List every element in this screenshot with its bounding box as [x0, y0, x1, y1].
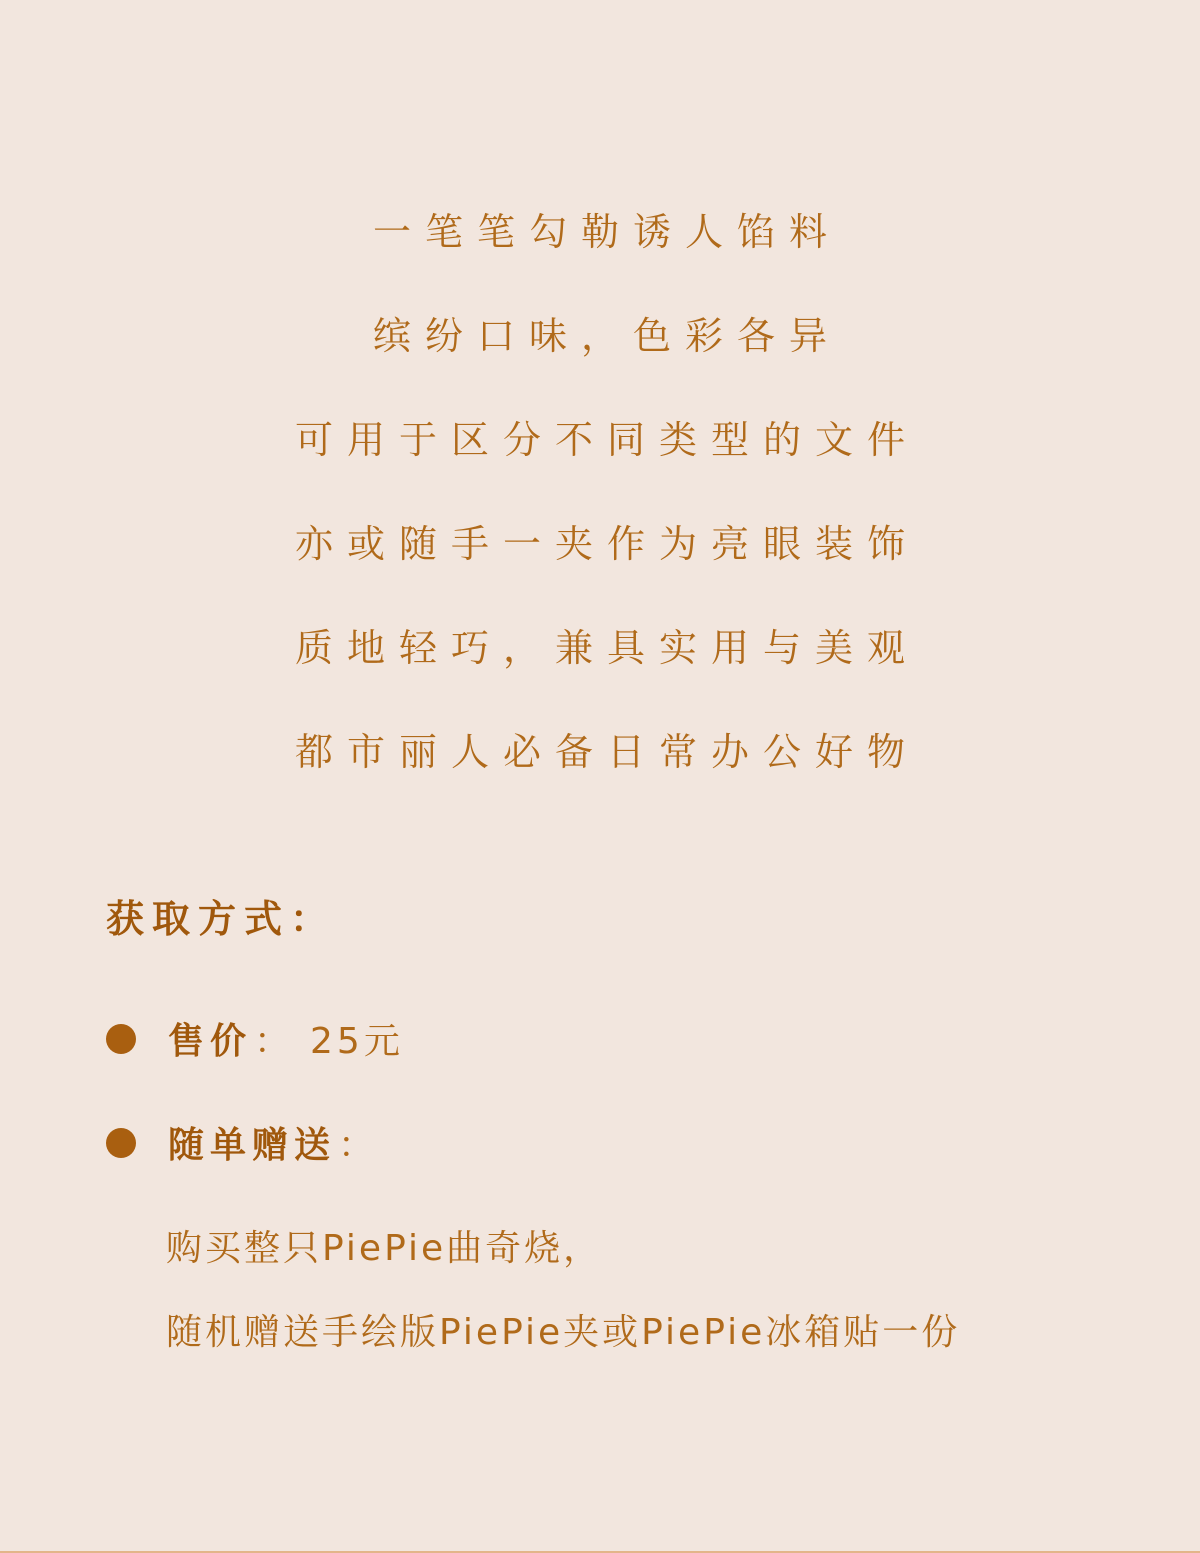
bullet-dot-icon — [106, 1128, 136, 1158]
poem-line-6: 都市丽人必备日常办公好物 — [294, 730, 919, 774]
price-colon: ： — [254, 1021, 291, 1062]
purchase-method-title: 获取方式： — [106, 897, 337, 941]
price-value: 25元 — [310, 1021, 404, 1062]
poem-block — [0, 180, 1200, 804]
bullet-dot-icon — [106, 1024, 136, 1054]
poem-line-4: 亦或随手一夹作为亮眼装饰 — [294, 522, 919, 566]
poem-line-3: 可用于区分不同类型的文件 — [294, 418, 919, 462]
poem-line-2: 缤纷口味，色彩各异 — [372, 314, 841, 358]
gift-detail-line-1: 购买整只PiePie曲奇烧， — [166, 1228, 603, 1269]
gift-detail-line-2: 随机赠送手绘版PiePie夹或PiePie冰箱贴一份 — [166, 1312, 961, 1353]
gift-label: 随单赠送 — [168, 1125, 337, 1166]
price-row — [106, 1013, 404, 1064]
gift-row — [106, 1117, 394, 1168]
poem-line-5: 质地轻巧，兼具实用与美观 — [294, 626, 919, 670]
price-label: 售价 — [168, 1021, 253, 1062]
poem-line-1: 一笔笔勾勒诱人馅料 — [372, 210, 841, 254]
gift-colon: ： — [338, 1125, 375, 1166]
